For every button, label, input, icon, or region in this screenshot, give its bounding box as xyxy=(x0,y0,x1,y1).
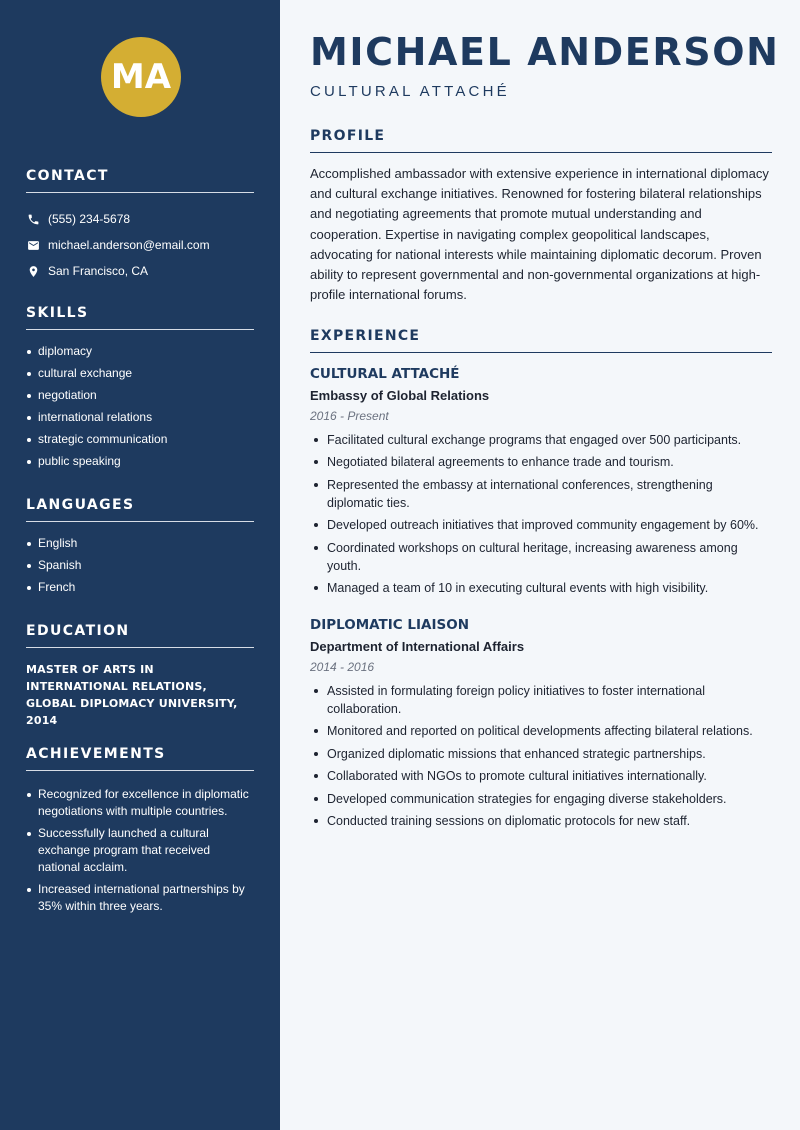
profile-section xyxy=(310,128,772,305)
skills-heading: SKILLS xyxy=(26,305,254,330)
language-item: French xyxy=(26,579,254,596)
contact-section xyxy=(26,168,254,284)
profile-heading: PROFILE xyxy=(310,128,772,153)
skill-item: negotiation xyxy=(26,387,254,404)
achievement-item: Recognized for excellence in diplomatic negotiations with multiple countries. xyxy=(26,786,254,820)
job-bullet: Collaborated with NGOs to promote cultural initiatives internationally. xyxy=(310,767,772,785)
skill-item: diplomacy xyxy=(26,343,254,360)
job-bullets xyxy=(310,682,772,830)
job-bullets xyxy=(310,431,772,597)
skill-item: international relations xyxy=(26,409,254,426)
job-organization: Embassy of Global Relations xyxy=(310,388,490,403)
sidebar xyxy=(0,0,280,1130)
mail-icon xyxy=(26,238,40,252)
contact-heading: CONTACT xyxy=(26,168,254,193)
job-entry xyxy=(310,366,772,601)
job-bullet: Developed outreach initiatives that improved community engagement by 60%. xyxy=(310,516,772,534)
job-title: DIPLOMATIC LIAISON xyxy=(310,617,469,633)
candidate-name: MICHAEL ANDERSON xyxy=(310,30,780,74)
job-bullet: Coordinated workshops on cultural heritage, increasing awareness among youth. xyxy=(310,539,772,575)
languages-list xyxy=(26,535,254,596)
job-bullet: Organized diplomatic missions that enhanced strategic partnerships. xyxy=(310,745,772,763)
job-entry xyxy=(310,617,772,834)
language-item: Spanish xyxy=(26,557,254,574)
job-bullet: Facilitated cultural exchange programs that engaged over 500 participants. xyxy=(310,431,772,449)
achievements-list xyxy=(26,786,254,915)
achievement-item: Successfully launched a cultural exchange program that received national acclaim. xyxy=(26,825,254,876)
experience-heading: EXPERIENCE xyxy=(310,328,772,353)
candidate-title: CULTURAL ATTACHÉ xyxy=(310,83,510,100)
education-section xyxy=(26,623,254,729)
achievements-heading: ACHIEVEMENTS xyxy=(26,746,254,771)
languages-heading: LANGUAGES xyxy=(26,497,254,522)
job-title: CULTURAL ATTACHÉ xyxy=(310,366,460,382)
contact-phone xyxy=(26,206,254,232)
skills-section xyxy=(26,305,254,475)
job-bullet: Managed a team of 10 in executing cultural events with high visibility. xyxy=(310,579,772,597)
job-organization: Department of International Affairs xyxy=(310,639,525,654)
job-bullet: Assisted in formulating foreign policy initiatives to foster international collaboration. xyxy=(310,682,772,718)
education-heading: EDUCATION xyxy=(26,623,254,648)
skill-item: public speaking xyxy=(26,453,254,470)
avatar: MA xyxy=(101,37,181,117)
phone-icon xyxy=(26,212,40,226)
achievement-item: Increased international partnerships by 35% within three years. xyxy=(26,881,254,915)
job-bullet: Negotiated bilateral agreements to enhance trade and tourism. xyxy=(310,453,772,471)
location-text: San Francisco, CA xyxy=(48,264,149,278)
achievements-section xyxy=(26,746,254,920)
email-text[interactable]: michael.anderson@email.com xyxy=(48,238,210,252)
job-bullet: Conducted training sessions on diplomatic protocols for new staff. xyxy=(310,812,772,830)
languages-section xyxy=(26,497,254,601)
skills-list xyxy=(26,343,254,470)
skill-item: strategic communication xyxy=(26,431,254,448)
job-bullet: Represented the embassy at international conferences, strengthening diplomatic ties. xyxy=(310,476,772,512)
job-bullet: Monitored and reported on political developments affecting bilateral relations. xyxy=(310,722,772,740)
phone-text[interactable]: (555) 234-5678 xyxy=(48,212,131,226)
language-item: English xyxy=(26,535,254,552)
job-bullet: Developed communication strategies for engaging diverse stakeholders. xyxy=(310,790,772,808)
contact-email xyxy=(26,232,254,258)
location-pin-icon xyxy=(26,264,40,278)
job-dates: 2016 - Present xyxy=(310,409,389,423)
profile-text: Accomplished ambassador with extensive experience in international diplomacy and cultural exchange initiatives. Renowned for fostering bilateral relationships and negotiating agreements that promote mutual understanding and cooperation. Expertise in navigating complex geopolitical landscapes, advocating for national interests while maintaining diplomatic decorum. Proven ability to represent governmental and non-governmental organizations at high-profile international forums. xyxy=(310,166,769,303)
skill-item: cultural exchange xyxy=(26,365,254,382)
contact-location xyxy=(26,258,254,284)
experience-section xyxy=(310,328,772,364)
job-dates: 2014 - 2016 xyxy=(310,660,375,674)
education-entry: MASTER OF ARTS IN INTERNATIONAL RELATIONS, GLOBAL DIPLOMACY UNIVERSITY, 2014 xyxy=(26,663,238,727)
